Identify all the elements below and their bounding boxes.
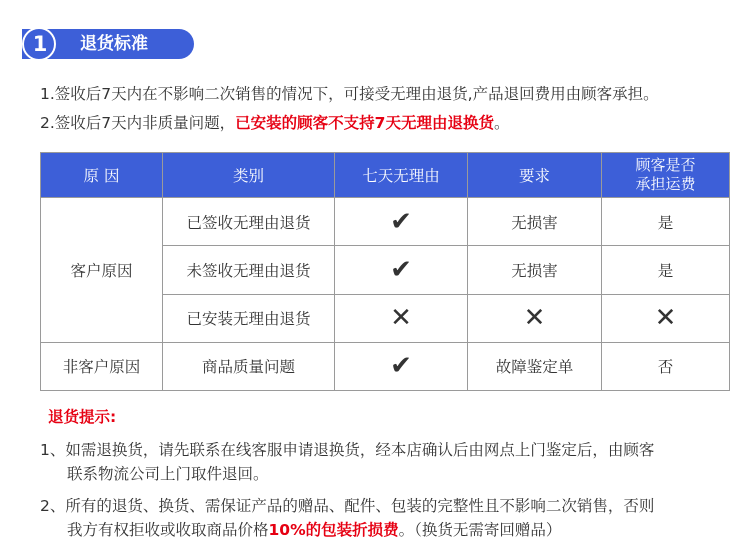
- intro-line-2-prefix: 2.签收后7天内非质量问题，: [40, 114, 236, 132]
- cell-category: 已签收无理由退货: [163, 198, 335, 246]
- notice-item-2-prefix: 我方有权拒收或收取商品价格: [67, 521, 269, 539]
- header-shipping-line2: 承担运费: [635, 175, 696, 193]
- group-customer-reason: 客户原因: [41, 198, 163, 343]
- check-icon: ✔: [390, 206, 412, 237]
- header-reason: 原 因: [41, 153, 163, 198]
- intro-line-2: [40, 112, 509, 134]
- header-seven-day: 七天无理由: [335, 153, 468, 198]
- cell-shipping: 是: [602, 246, 730, 294]
- header-category: 类别: [163, 153, 335, 198]
- cell-requirement: 无损害: [468, 198, 602, 246]
- cell-requirement: [468, 294, 602, 342]
- cell-requirement: 无损害: [468, 246, 602, 294]
- table-row: [41, 198, 730, 246]
- header-shipping-line1: 顾客是否: [635, 156, 696, 174]
- cross-icon: ✕: [654, 303, 677, 334]
- cell-category: 未签收无理由退货: [163, 246, 335, 294]
- cell-shipping: 否: [602, 342, 730, 390]
- cell-seven-day: [335, 342, 468, 390]
- group-noncustomer-reason: 非客户原因: [41, 342, 163, 390]
- section-title: 退货标准: [80, 34, 148, 54]
- notice-item-2-highlight: 10%的包装折损费: [268, 521, 399, 539]
- cell-shipping: [602, 294, 730, 342]
- intro-line-1: 1.签收后7天内在不影响二次销售的情况下，可接受无理由退货,产品退回费用由顾客承担。: [40, 85, 659, 103]
- section-number: 1: [32, 32, 48, 56]
- check-icon: ✔: [390, 254, 412, 285]
- notice-item-2: [40, 494, 740, 542]
- return-policy-table: [40, 152, 730, 391]
- notice-item-1: [40, 438, 740, 486]
- notice-item-2-line2: [40, 518, 740, 542]
- notice-item-1-line2: 联系物流公司上门取件退回。: [67, 465, 269, 483]
- intro-line-2-suffix: 。: [493, 114, 510, 132]
- table-row: [41, 342, 730, 390]
- cell-category: 已安装无理由退货: [163, 294, 335, 342]
- notice-item-1-line1: 1、如需退换货，请先联系在线客服申请退换货，经本店确认后由网点上门鉴定后，由顾客: [40, 441, 655, 459]
- notice-item-2-suffix: 。（换货无需寄回赠品）: [398, 521, 562, 539]
- intro-line-2-highlight: 已安装的顾客不支持7天无理由退换货: [235, 114, 494, 132]
- cell-requirement: 故障鉴定单: [468, 342, 602, 390]
- cell-seven-day: [335, 294, 468, 342]
- notice-item-2-line1: 2、所有的退货、换货、需保证产品的赠品、配件、包装的完整性且不影响二次销售，否则: [40, 497, 655, 515]
- cross-icon: ✕: [523, 303, 546, 334]
- cell-shipping: 是: [602, 198, 730, 246]
- cell-seven-day: [335, 246, 468, 294]
- table-header-row: [41, 153, 730, 198]
- check-icon: ✔: [390, 351, 412, 382]
- notice-title: 退货提示:: [48, 408, 117, 426]
- cell-category: 商品质量问题: [163, 342, 335, 390]
- cell-seven-day: [335, 198, 468, 246]
- cross-icon: ✕: [390, 303, 412, 334]
- header-shipping: [602, 153, 730, 198]
- header-requirement: 要求: [468, 153, 602, 198]
